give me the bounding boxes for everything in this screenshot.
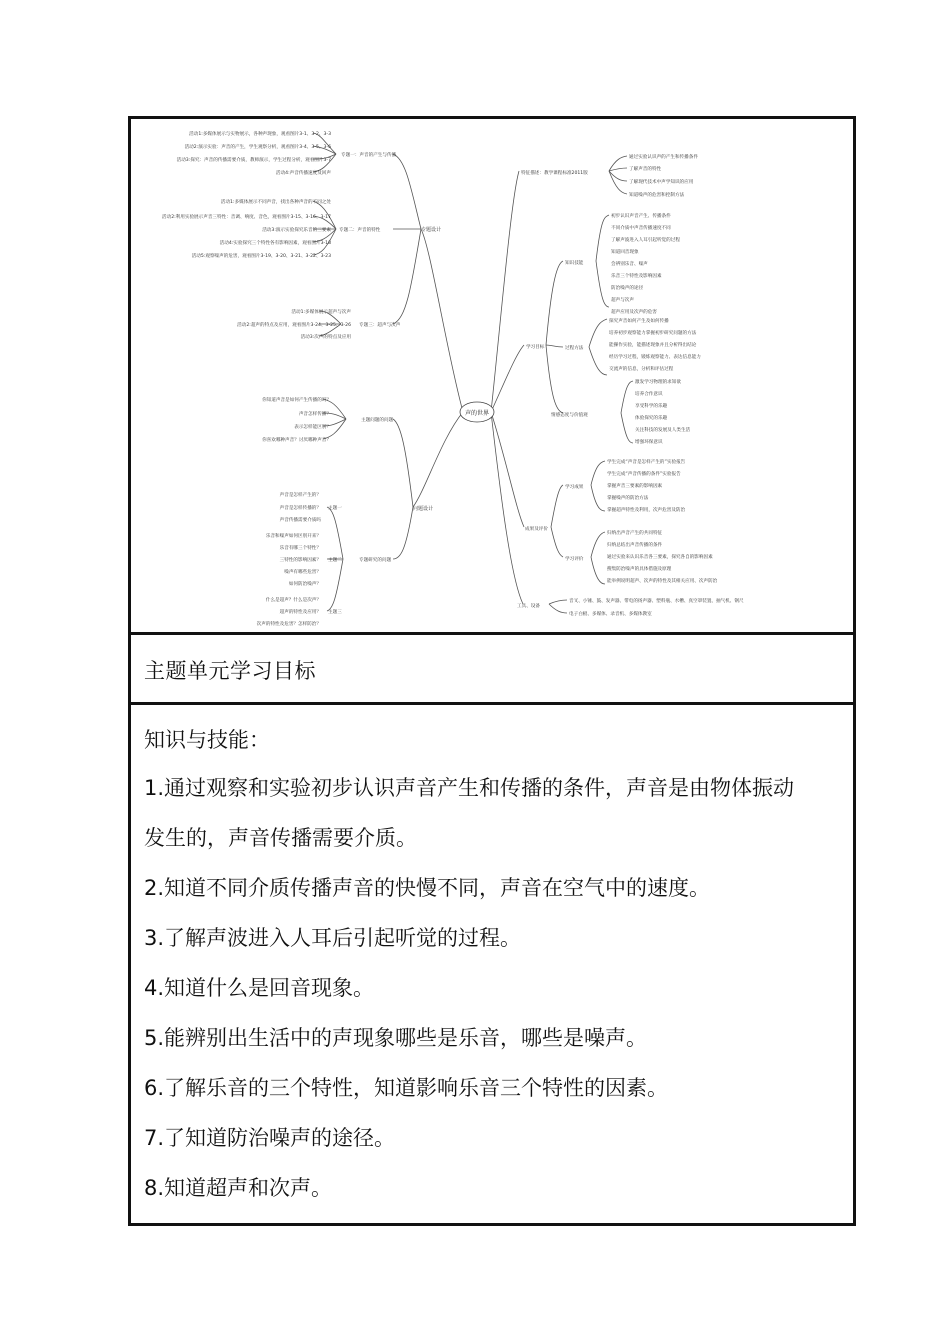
subtheme-1: 主题一 [328, 506, 342, 511]
outcome: 学习成果 [565, 485, 584, 490]
subtheme2-item: 如何防治噪声？ [288, 582, 321, 587]
branch-topic-design: 专题设计 [421, 227, 442, 233]
knowledge-item: 了解声波进入人耳引起听觉的过程 [611, 238, 680, 243]
section-title-cell [131, 635, 853, 705]
subtheme2-item: 乐音和噪声如何区别开来？ [265, 534, 321, 539]
evaluation-item: 搜集防治噪声的具体措施及原理 [607, 567, 672, 572]
knowledge-item: 乐音三个特性及影响因素 [611, 274, 662, 279]
process-item: 经历学习过程，锻炼观察能力、表达信息能力 [609, 355, 701, 360]
process-item: 能操作实验，能描述现象并且分析得出结论 [609, 343, 697, 348]
objective-2: 2.知道不同介质传播声音的快慢不同，声音在空气中的速度。 [144, 876, 711, 900]
subtheme1-item: 声音传播需要介质吗 [279, 518, 321, 523]
topic1-item: 活动4:声音传播速度及回声 [275, 171, 331, 176]
outcome-item: 学生完成“声音是怎样产生的”实验报告 [607, 460, 686, 465]
question-item: 你喜欢哪种声音？讨厌哪种声音？ [262, 438, 331, 443]
topic1-item: 活动1:多媒体展示与实物展示，各种声现象，观看图片3-1、3-2、3-3 [189, 132, 331, 137]
characteristic-item: 了解声音的特性 [629, 167, 662, 172]
question-group-1: 主题问题的问题 [361, 418, 394, 423]
subtheme2-item: 乐音有哪三个特性？ [279, 546, 321, 551]
tools-item: 电子白板、多媒体、录音机、多媒体教室 [569, 612, 652, 617]
branch-characteristics: 特征描述：教学课程标准2011版 [521, 171, 588, 176]
knowledge-item: 超声与次声 [611, 298, 634, 303]
attitude-item: 增强环保意识 [635, 440, 663, 445]
knowledge-item: 不同介质中声音传播速度不同 [611, 226, 671, 231]
question-item: 表示怎样能区别？ [294, 425, 331, 430]
knowledge-item: 防治噪声的途径 [611, 286, 644, 291]
process-item: 培养初步观察能力掌握初步研究问题的方法 [609, 331, 697, 336]
characteristic-item: 知道噪声的危害和控制方法 [629, 193, 685, 198]
outcome-item: 学生完成“声音传播的条件”实验报告 [607, 472, 681, 477]
characteristic-item: 了解现代技术中声学知识的应用 [629, 180, 694, 185]
topic3: 专题三：超声与次声 [359, 323, 401, 328]
question-item: 声音怎样传播？ [298, 412, 331, 417]
topic1-item: 活动3:探究：声音的传播需要介质，教师演示，学生过程分析，观看图片3-7 [176, 158, 331, 163]
outcome-item: 掌握噪声的防治方法 [607, 496, 649, 501]
mindmap-cell [131, 119, 853, 635]
subtheme3-item: 次声的特性及危害？怎样防治？ [256, 622, 321, 627]
tools-item: 音叉、小锤、鼓、发声器、带电的扬声器、塑料瓶、水槽、真空罩装置、抽气机、钢尺 [569, 599, 744, 604]
subtheme2-item: 噪声有哪些危害？ [284, 570, 321, 575]
subtheme-2: 主题二 [328, 558, 342, 563]
section-title: 主题单元学习目标 [144, 659, 316, 683]
attitude-item: 关注科技的发展及人类生活 [635, 428, 691, 433]
objective-8: 8.知道超声和次声。 [144, 1176, 333, 1200]
evaluation: 学习评价 [565, 557, 584, 562]
attitude-item: 激发学习物理的求知欲 [635, 380, 681, 385]
mindmap-center: 声的世界 [464, 410, 490, 417]
topic2-item: 活动1:多媒体展示不同声音，找出各种声音的不同之处 [220, 200, 331, 205]
mindmap [131, 119, 853, 632]
subtheme1-item: 声音是怎样产生的？ [279, 493, 321, 498]
objective-1-line-2: 发生的，声音传播需要介质。 [144, 826, 417, 850]
topic3-item: 活动2:超声的特点及应用，观看图片3-24、3-25、3-26 [237, 323, 351, 328]
topic1-item: 活动2:演示实验：声音的产生，学生观察分析，观看图片3-4、3-5、3-6 [184, 145, 331, 150]
content-table [128, 116, 856, 1226]
topic2: 专题二：声音的特性 [339, 228, 381, 233]
topic1: 专题一：声音的产生与传播 [341, 153, 397, 158]
subtheme2-item: 三特性的影响因素？ [279, 558, 321, 563]
subtheme3-item: 超声的特性及应用？ [279, 610, 321, 615]
goal-attitude: 情感态度与价值观 [551, 413, 588, 418]
goal-process: 过程方法 [565, 346, 584, 351]
characteristic-item: 通过实验认识声的产生和传播条件 [629, 155, 698, 160]
evaluation-item: 通过实验来认识乐音各三要素，探究各自的影响因素 [607, 555, 713, 560]
subtheme1-item: 声音是怎样传播的？ [279, 506, 321, 511]
objective-5: 5.能辨别出生活中的声现象哪些是乐音，哪些是噪声。 [144, 1026, 648, 1050]
branch-outcome-eval: 成果及评价 [525, 527, 548, 532]
knowledge-item: 会辨别乐音、噪声 [611, 262, 648, 267]
subtheme-3: 主题三 [328, 610, 342, 615]
evaluation-item: 归纳出声音产生的共同特征 [607, 531, 663, 536]
objective-3: 3.了解声波进入人耳后引起听觉的过程。 [144, 926, 522, 950]
objective-4: 4.知道什么是回音现象。 [144, 976, 375, 1000]
topic2-item: 活动2:利用实验展示声音三特性：音调、响度、音色，观看图片3-15、3-16、3-17 [162, 215, 331, 220]
question-group-2: 专题研究的问题 [359, 558, 392, 563]
evaluation-item: 归纳总结出声音传播的条件 [607, 543, 663, 548]
knowledge-item: 超声应用及次声的危害 [611, 310, 657, 315]
topic2-item: 活动5:观察噪声的危害，观看图片3-19、3-20、3-21、3-22、3-23 [191, 254, 331, 259]
process-item: 探究声音如何产生及如何传播 [609, 319, 669, 324]
branch-tools: 工具、设备 [517, 604, 540, 609]
subtheme3-item: 什么是超声？什么是次声？ [265, 598, 321, 603]
objectives-cell [131, 705, 853, 1223]
objective-6: 6.了解乐音的三个特性，知道影响乐音三个特性的因素。 [144, 1076, 669, 1100]
goal-knowledge: 知识技能 [565, 261, 584, 266]
process-item: 交流声的信息，分析和评估过程 [609, 367, 674, 372]
branch-question-design: 问题设计 [413, 506, 434, 512]
outcome-item: 掌握声音三要素的影响因素 [607, 484, 663, 489]
topic2-item: 活动4:实验探究三个特性各有影响因素，观看图片3-18 [219, 241, 331, 246]
attitude-item: 体验探究的乐趣 [635, 416, 668, 421]
topic2-item: 活动3:演示实验探究乐音的三要素 [262, 228, 331, 233]
objective-7: 7.了知道防治噪声的途径。 [144, 1126, 396, 1150]
branch-learning-goals: 学习目标 [526, 345, 545, 350]
knowledge-item: 知道回音现象 [611, 250, 639, 255]
attitude-item: 享受科学的乐趣 [635, 404, 668, 409]
question-item: 你知道声音是如何产生传播的吗？ [262, 398, 331, 403]
objectives-heading: 知识与技能： [144, 728, 270, 752]
outcome-item: 掌握超声特性及利用，次声危害及防治 [607, 508, 686, 513]
attitude-item: 培养合作意识 [635, 392, 663, 397]
objective-1-line-1: 1.通过观察和实验初步认识声音产生和传播的条件，声音是由物体振动 [144, 776, 795, 800]
topic3-item: 活动3:次声的特点及应用 [300, 335, 351, 340]
topic3-item: 活动1:多媒体展示超声与次声 [291, 310, 351, 315]
knowledge-item: 初步认识声音产生、传播条件 [611, 214, 671, 219]
evaluation-item: 能举例说明超声、次声的特性及其相关应用、次声防治 [607, 579, 718, 584]
